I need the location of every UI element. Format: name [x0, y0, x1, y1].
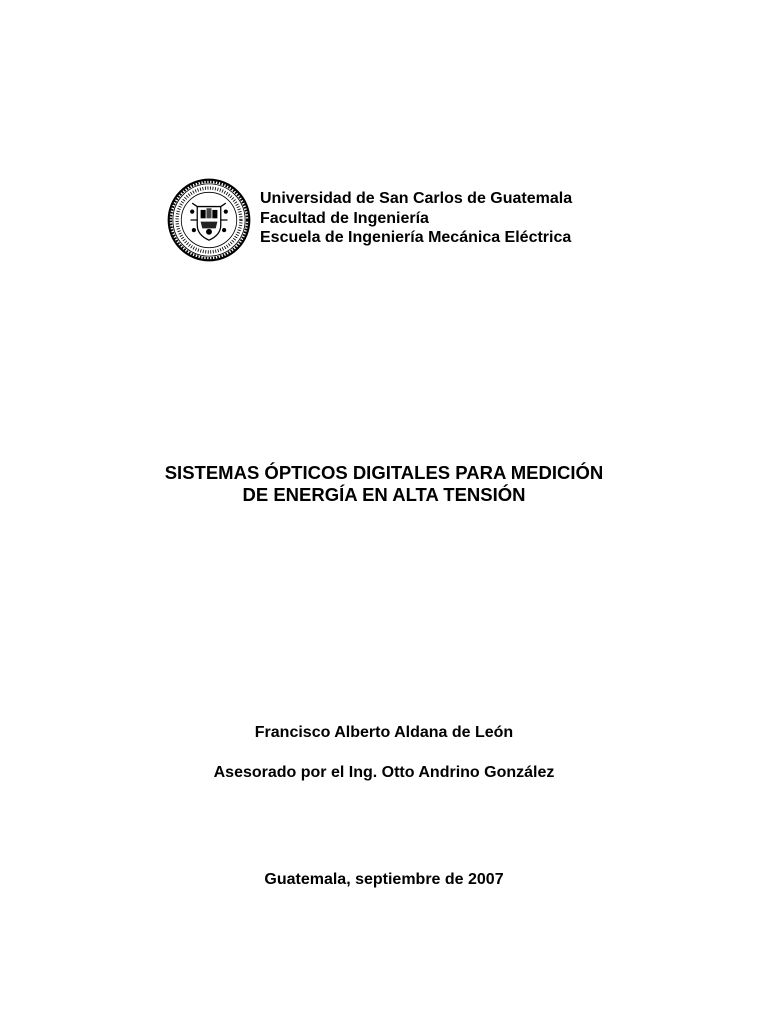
university-seal-icon	[167, 178, 251, 262]
advisor-line: Asesorado por el Ing. Otto Andrino González	[213, 764, 555, 781]
title-line-1: SISTEMAS ÓPTICOS DIGITALES PARA MEDICIÓN	[164, 462, 604, 483]
thesis-title	[0, 462, 768, 506]
university-name: Universidad de San Carlos de Guatemala	[260, 190, 573, 207]
title-line-2: DE ENERGÍA EN ALTA TENSIÓN	[242, 484, 526, 505]
faculty-name: Facultad de Ingeniería	[260, 209, 429, 227]
school-name: Escuela de Ingeniería Mecánica Eléctrica	[260, 229, 572, 246]
author-name: Francisco Alberto Aldana de León	[254, 724, 514, 741]
place-date: Guatemala, septiembre de 2007	[264, 871, 504, 888]
institution-header	[260, 189, 572, 248]
